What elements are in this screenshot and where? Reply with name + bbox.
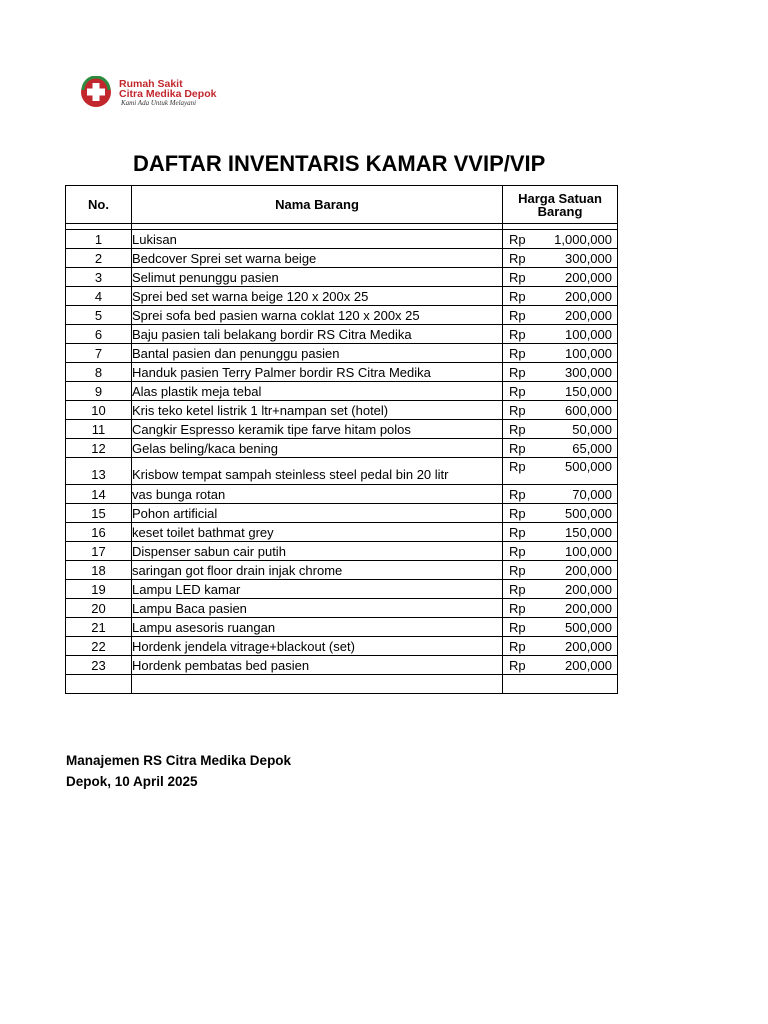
row-number: 2 <box>66 249 132 268</box>
row-number: 13 <box>66 458 132 485</box>
row-number: 6 <box>66 325 132 344</box>
item-price <box>503 458 618 485</box>
currency: Rp <box>509 251 526 266</box>
table-row <box>66 249 618 268</box>
item-name: Lukisan <box>132 230 503 249</box>
table-row <box>66 618 618 637</box>
item-name: Gelas beling/kaca bening <box>132 439 503 458</box>
row-number: 21 <box>66 618 132 637</box>
currency: Rp <box>509 346 526 361</box>
price-amount: 65,000 <box>572 441 612 456</box>
item-name: Hordenk jendela vitrage+blackout (set) <box>132 637 503 656</box>
price-amount: 200,000 <box>565 563 612 578</box>
table-row <box>66 382 618 401</box>
item-price <box>503 249 618 268</box>
item-price <box>503 580 618 599</box>
currency: Rp <box>509 365 526 380</box>
price-amount: 70,000 <box>572 487 612 502</box>
currency: Rp <box>509 232 526 247</box>
currency: Rp <box>509 459 526 474</box>
item-price <box>503 363 618 382</box>
item-name: Bantal pasien dan penunggu pasien <box>132 344 503 363</box>
row-number: 18 <box>66 561 132 580</box>
table-row <box>66 599 618 618</box>
header-no: No. <box>66 186 132 224</box>
logo-name-line2: Citra Medika Depok <box>119 88 217 100</box>
row-number: 16 <box>66 523 132 542</box>
item-price <box>503 230 618 249</box>
currency: Rp <box>509 544 526 559</box>
table-row <box>66 268 618 287</box>
item-name: Handuk pasien Terry Palmer bordir RS Citra Medika <box>132 363 503 382</box>
item-name: Baju pasien tali belakang bordir RS Citra Medika <box>132 325 503 344</box>
price-amount: 50,000 <box>572 422 612 437</box>
row-number: 17 <box>66 542 132 561</box>
item-price <box>503 504 618 523</box>
item-price <box>503 401 618 420</box>
item-name: Lampu asesoris ruangan <box>132 618 503 637</box>
item-price <box>503 344 618 363</box>
table-header-row <box>66 186 618 224</box>
document-title: DAFTAR INVENTARIS KAMAR VVIP/VIP <box>133 151 546 176</box>
item-price <box>503 485 618 504</box>
place-date: Depok, 10 April 2025 <box>66 774 198 789</box>
item-name: saringan got floor drain injak chrome <box>132 561 503 580</box>
table-row <box>66 230 618 249</box>
table-row <box>66 542 618 561</box>
currency: Rp <box>509 327 526 342</box>
price-amount: 100,000 <box>565 327 612 342</box>
table-row <box>66 504 618 523</box>
row-number: 7 <box>66 344 132 363</box>
header-price <box>503 186 618 224</box>
table-row <box>66 637 618 656</box>
price-amount: 200,000 <box>565 601 612 616</box>
row-number: 1 <box>66 230 132 249</box>
price-amount: 200,000 <box>565 270 612 285</box>
row-number: 10 <box>66 401 132 420</box>
table-row <box>66 306 618 325</box>
item-price <box>503 268 618 287</box>
hospital-logo <box>80 74 240 110</box>
currency: Rp <box>509 506 526 521</box>
currency: Rp <box>509 422 526 437</box>
table-row <box>66 363 618 382</box>
empty-row <box>66 675 618 694</box>
table-row <box>66 439 618 458</box>
row-number: 5 <box>66 306 132 325</box>
item-name: Kris teko ketel listrik 1 ltr+nampan set (hotel) <box>132 401 503 420</box>
price-amount: 150,000 <box>565 525 612 540</box>
currency: Rp <box>509 620 526 635</box>
row-number: 15 <box>66 504 132 523</box>
currency: Rp <box>509 582 526 597</box>
footer <box>66 750 291 792</box>
logo-name-line1: Rumah Sakit <box>119 78 183 90</box>
table-row <box>66 401 618 420</box>
table-row <box>66 287 618 306</box>
item-price <box>503 523 618 542</box>
row-number: 14 <box>66 485 132 504</box>
item-price <box>503 382 618 401</box>
item-name: Sprei bed set warna beige 120 x 200x 25 <box>132 287 503 306</box>
header-name: Nama Barang <box>132 186 503 224</box>
row-number: 11 <box>66 420 132 439</box>
item-name: Dispenser sabun cair putih <box>132 542 503 561</box>
item-price <box>503 420 618 439</box>
currency: Rp <box>509 563 526 578</box>
item-name: Pohon artificial <box>132 504 503 523</box>
red-cross-icon <box>80 76 112 108</box>
item-price <box>503 287 618 306</box>
price-amount: 200,000 <box>565 308 612 323</box>
item-price <box>503 561 618 580</box>
currency: Rp <box>509 658 526 673</box>
price-amount: 200,000 <box>565 639 612 654</box>
table-row <box>66 344 618 363</box>
price-amount: 300,000 <box>565 365 612 380</box>
header-price-line2: Barang <box>537 203 583 219</box>
item-price <box>503 542 618 561</box>
price-amount: 500,000 <box>565 459 612 474</box>
item-name: Lampu LED kamar <box>132 580 503 599</box>
item-name: Krisbow tempat sampah steinless steel pedal bin 20 litr <box>132 458 503 485</box>
item-price <box>503 637 618 656</box>
row-number: 9 <box>66 382 132 401</box>
item-price <box>503 325 618 344</box>
item-name: Cangkir Espresso keramik tipe farve hitam polos <box>132 420 503 439</box>
item-name: Lampu Baca pasien <box>132 599 503 618</box>
currency: Rp <box>509 525 526 540</box>
header-price-line1: Harga Satuan <box>518 190 602 206</box>
inventory-table <box>65 185 618 694</box>
table-row <box>66 325 618 344</box>
row-number: 4 <box>66 287 132 306</box>
currency: Rp <box>509 308 526 323</box>
currency: Rp <box>509 270 526 285</box>
item-name: Sprei sofa bed pasien warna coklat 120 x 200x 25 <box>132 306 503 325</box>
row-number: 8 <box>66 363 132 382</box>
price-amount: 200,000 <box>565 289 612 304</box>
item-price <box>503 599 618 618</box>
item-price <box>503 306 618 325</box>
currency: Rp <box>509 639 526 654</box>
price-amount: 200,000 <box>565 658 612 673</box>
price-amount: 300,000 <box>565 251 612 266</box>
table-row <box>66 458 618 485</box>
currency: Rp <box>509 289 526 304</box>
item-price <box>503 656 618 675</box>
currency: Rp <box>509 441 526 456</box>
table-row <box>66 523 618 542</box>
currency: Rp <box>509 487 526 502</box>
item-name: Bedcover Sprei set warna beige <box>132 249 503 268</box>
table-row <box>66 656 618 675</box>
row-number: 19 <box>66 580 132 599</box>
item-name: Hordenk pembatas bed pasien <box>132 656 503 675</box>
logo-name <box>119 79 216 99</box>
table-row <box>66 561 618 580</box>
item-price <box>503 618 618 637</box>
signatory: Manajemen RS Citra Medika Depok <box>66 753 292 768</box>
table-row <box>66 485 618 504</box>
item-price <box>503 439 618 458</box>
price-amount: 600,000 <box>565 403 612 418</box>
item-name: Alas plastik meja tebal <box>132 382 503 401</box>
currency: Rp <box>509 403 526 418</box>
row-number: 12 <box>66 439 132 458</box>
price-amount: 500,000 <box>565 620 612 635</box>
row-number: 3 <box>66 268 132 287</box>
price-amount: 100,000 <box>565 346 612 361</box>
currency: Rp <box>509 384 526 399</box>
price-amount: 150,000 <box>565 384 612 399</box>
item-name: keset toilet bathmat grey <box>132 523 503 542</box>
price-amount: 200,000 <box>565 582 612 597</box>
logo-tagline: Kami Ada Untuk Melayani <box>121 99 197 107</box>
table-row <box>66 580 618 599</box>
item-name: Selimut penunggu pasien <box>132 268 503 287</box>
row-number: 20 <box>66 599 132 618</box>
row-number: 23 <box>66 656 132 675</box>
price-amount: 100,000 <box>565 544 612 559</box>
row-number: 22 <box>66 637 132 656</box>
item-name: vas bunga rotan <box>132 485 503 504</box>
table-row <box>66 420 618 439</box>
currency: Rp <box>509 601 526 616</box>
price-amount: 1,000,000 <box>554 232 612 247</box>
price-amount: 500,000 <box>565 506 612 521</box>
